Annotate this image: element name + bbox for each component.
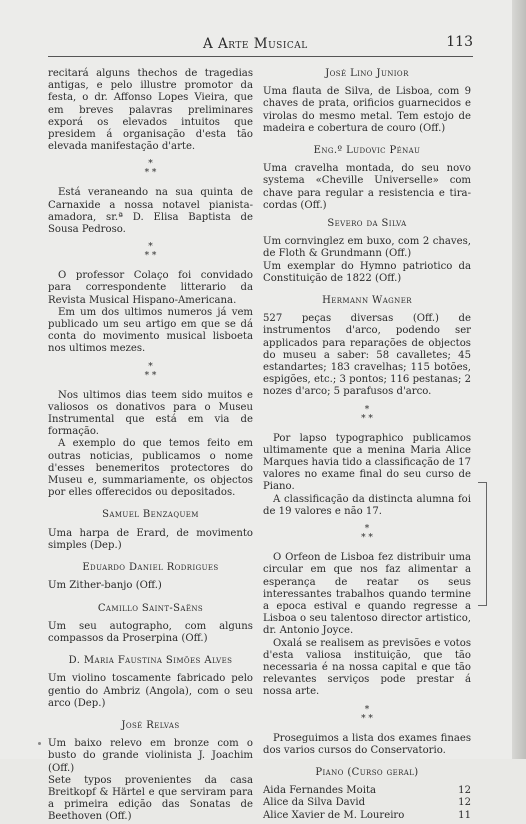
paragraph: Nos ultimos dias teem sido muitos e valiosos os donativos para o Museu Instrumental que está em via de formação. xyxy=(48,389,253,438)
donation-item: Um baixo relevo em bronze com o busto do grande violinista J. Joachim (Off.) xyxy=(48,738,253,774)
paper-speck xyxy=(38,742,41,745)
section-separator: * * * xyxy=(361,704,373,724)
donor-name: Camillo Saint-Saëns xyxy=(97,602,204,614)
donor-name: Eng.º Ludovic Pénau xyxy=(313,145,421,157)
donation-item: 527 peças diversas (Off.) de instrumentos d'arco, podendo ser applicados para reparações de objectos do museu a saber: 58 cavalletes; 45 estandartes; 183 cravelhas; 115 botões, espigões, etc.; 3 pontos; 116 pestanas; 2 nozes d'arco; 5 parafusos d'arco. xyxy=(263,313,471,398)
paragraph: O professor Colaço foi convidado para correspondente litterario da Revista Musical Hispano-Americana. xyxy=(48,270,253,306)
section-separator: * * * xyxy=(144,361,157,381)
list-item xyxy=(263,797,471,809)
donation-item: Uma cravelha montada, do seu novo systema «Cheville Universelle» com chave para regular a resistencia e tira-cordas (Off.) xyxy=(263,163,471,211)
donation-item: Um violino toscamente fabricado pelo gentio do Ambriz (Angola), com o seu arco (Dep.) xyxy=(48,673,253,709)
section-separator: * * * xyxy=(361,404,373,424)
donor-name: Severo da Silva xyxy=(327,218,407,230)
donor-name: Samuel Benzaquem xyxy=(102,509,199,521)
header-rule xyxy=(48,56,473,57)
student-score: 12 xyxy=(458,797,471,809)
page-number: 113 xyxy=(446,34,473,50)
donor-name: José Lino Junior xyxy=(325,68,409,79)
paragraph: Em um dos ultimos numeros já vem publicado um seu artigo em que se dá conta do movimento musical lisboeta nos ultimos mezes. xyxy=(48,306,253,355)
paragraph: A exemplo do que temos feito em outras noticias, publicamos o nome d'esses benemeritos protectores do Museu e, summariamente, os objectos por elles offerecidos ou depositados. xyxy=(48,438,253,499)
margin-pencil-mark xyxy=(478,482,487,606)
student-name: Aida Fernandes Moita xyxy=(263,785,377,797)
section-separator: * * * xyxy=(361,524,373,544)
paragraph: A classificação da distincta alumna foi de 19 valores e não 17. xyxy=(263,493,471,517)
paragraph: Oxalá se realisem as previsões e votos d'esta valiosa instituição, que tão necessaria é na nossa capital e que tão relevantes serviços pode prestar á nossa arte. xyxy=(263,637,471,698)
paragraph: Está veraneando na sua quinta de Carnaxide a nossa notavel pianista-amadora, sr.ª D. Elisa Baptista de Sousa Pedroso. xyxy=(48,187,253,236)
exam-course-heading: Piano (Curso geral) xyxy=(315,766,419,778)
list-item xyxy=(263,810,471,822)
donation-item: Um seu autographo, com alguns compassos da Proserpina (Off.) xyxy=(48,620,253,644)
paragraph: Proseguimos a lista dos exames finaes dos varios cursos do Conservatorio. xyxy=(263,732,471,756)
donation-item: Um Zither-banjo (Off.) xyxy=(48,580,162,592)
paragraph: O Orfeon de Lisboa fez distribuir uma circular em que nos faz alimentar a esperança de reatar os seus interessantes trabalhos quando termine a epoca estival e quando regresse a Lisboa o seu talentoso director artistico, dr. Antonio Joyce. xyxy=(263,552,471,637)
running-header xyxy=(48,34,473,54)
donation-item: Uma flauta de Silva, de Lisboa, com 9 chaves de prata, orificios guarnecidos e virolas do mesmo metal. Tem estojo de madeira e cobertura de couro (Off.) xyxy=(263,86,471,134)
exam-results-list xyxy=(263,785,471,822)
donor-name: Hermann Wagner xyxy=(322,295,412,307)
student-name: Alice da Silva David xyxy=(263,797,366,809)
donation-item: Uma harpa de Erard, de movimento simples (Dep.) xyxy=(48,527,253,551)
paragraph: recitará alguns thechos de tragedias antigas, e pelo illustre promotor da festa, o dr. Affonso Lopes Vieira, que em breves palavras preliminares exporá os elevados intuitos que presidem á organisação d'esta tão elevada manifestação d'arte. xyxy=(48,68,253,153)
student-name: Alice Xavier de M. Loureiro xyxy=(263,809,405,821)
page-edge-shadow xyxy=(512,0,526,759)
donor-name: José Relvas xyxy=(121,719,180,731)
donation-item: Um cornvinglez em buxo, com 2 chaves, de Floth & Grundmann (Off.) xyxy=(263,236,471,260)
student-score: 11 xyxy=(458,809,471,821)
paragraph: Por lapso typographico publicamos ultimamente que a menina Maria Alice Marques havia tido a classificação de 17 valores no exame final do seu curso de Piano. xyxy=(263,432,471,493)
section-separator: * * * xyxy=(144,242,157,262)
running-title: A Arte Musical xyxy=(203,36,308,52)
right-column xyxy=(263,68,471,822)
donor-name: D. Maria Faustina Simões Alves xyxy=(68,655,233,667)
student-score: 12 xyxy=(458,785,471,797)
donor-name: Eduardo Daniel Rodrigues xyxy=(82,562,219,574)
section-separator: * * * xyxy=(144,159,157,179)
donation-item: Um exemplar do Hymno patriotico da Constituição de 1822 (Off.) xyxy=(263,260,471,284)
donation-item: Sete typos provenientes da casa Breitkopf & Härtel e que serviram para a primeira edição das Sonatas de Beethoven (Off.) xyxy=(48,774,253,823)
list-item xyxy=(263,785,471,797)
left-column xyxy=(48,68,253,824)
